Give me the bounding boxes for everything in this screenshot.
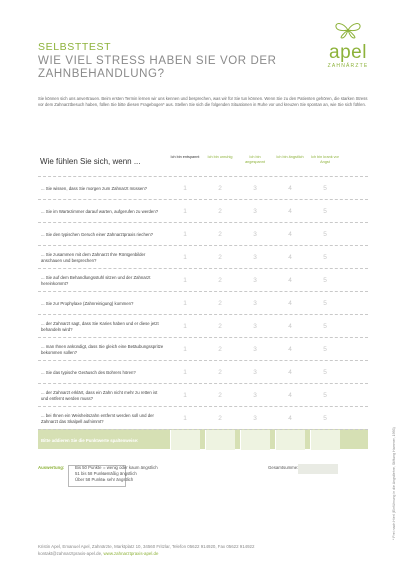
sum-label: Bitte addieren Sie die Punktwerte spaltenweise: [41,437,139,443]
rating-option-4[interactable]: 4 [288,346,292,353]
rating-option-4[interactable]: 4 [288,185,292,192]
question-text: ... der Zahnarzt sagt, dass Sie Karies haben und er diese jetzt behandeln wird? [41,320,159,332]
rating-option-4[interactable]: 4 [288,323,292,330]
question-text: ... Sie den typischen Geruch einer Zahnarztpraxis riechen? [41,231,154,237]
rating-option-5[interactable]: 5 [323,277,327,284]
question-text: ... der Zahnarzt erklärt, dass ein Zahn nicht mehr zu retten ist und entfernt werden muss? [41,389,158,401]
rating-option-4[interactable]: 4 [288,277,292,284]
rating-option-2[interactable]: 2 [218,415,222,422]
rating-option-2[interactable]: 2 [218,323,222,330]
question-text: ... Sie das typische Geräusch des Bohrers hören? [41,369,136,375]
evaluation-line [75,477,175,483]
rating-option-1[interactable]: 1 [183,231,187,238]
table-row [38,245,368,268]
sum-cell-3[interactable] [240,430,270,450]
rating-option-1[interactable]: 1 [183,277,187,284]
column-header-3: Ich bin angespannt [245,155,265,164]
rating-option-5[interactable]: 5 [323,231,327,238]
sum-cell-2[interactable] [205,430,235,450]
rating-option-3[interactable]: 3 [253,185,257,192]
table-row [38,383,368,406]
rating-option-1[interactable]: 1 [183,208,187,215]
rating-option-3[interactable]: 3 [253,392,257,399]
table-row [38,406,368,429]
evaluation-title: Auswertung: [38,465,65,470]
sum-row [38,429,368,449]
rating-option-5[interactable]: 5 [323,185,327,192]
column-header-5: Ich bin krank vor Angst [311,155,339,164]
rating-option-2[interactable]: 2 [218,300,222,307]
rating-option-1[interactable]: 1 [183,346,187,353]
sum-cell-1[interactable] [170,430,200,450]
evaluation-range: 51 bis 58 Punkte [75,471,108,476]
logo [320,20,376,69]
rating-option-2[interactable]: 2 [218,231,222,238]
footer-contact [38,550,254,557]
rating-option-2[interactable]: 2 [218,392,222,399]
total-label: Gesamtsumme: [268,465,299,470]
question-text: ... Sie im Wartezimmer darauf warten, aufgerufen zu werden? [41,208,159,214]
rating-option-4[interactable]: 4 [288,415,292,422]
evaluation-result: = mäßig ängstlich [103,471,137,476]
rating-option-3[interactable]: 3 [253,346,257,353]
evaluation-result: = wenig oder kaum ängstlich [103,465,158,470]
rating-option-1[interactable]: 1 [183,254,187,261]
rating-option-3[interactable]: 3 [253,323,257,330]
question-text: ... bei Ihnen ein Weisheitszahn entfernt werden soll und der Zahnarzt das Skalpell aufnimmt? [41,412,154,424]
rating-option-3[interactable]: 3 [253,231,257,238]
total-field[interactable] [298,464,338,474]
evaluation-range: Bis 50 Punkte [75,465,102,470]
rating-option-4[interactable]: 4 [288,208,292,215]
table-row [38,360,368,383]
rating-option-2[interactable]: 2 [218,369,222,376]
rating-option-3[interactable]: 3 [253,300,257,307]
butterfly-logo-icon [333,20,363,40]
sum-cell-5[interactable] [310,430,340,450]
rating-option-4[interactable]: 4 [288,300,292,307]
rating-option-3[interactable]: 3 [253,415,257,422]
footer-address: Kristin Apel, Emanuel Apel, Zahnärzte, Marktplatz 10, 34560 Fritzlar, Telefon 05622 914920, Fax 05622 914922 [38,544,255,549]
table-row [38,199,368,222]
side-note: * Frei nach Hierl (Einführung in die Angstlehre, Stiftung Hammer, 1993) [392,427,396,540]
rating-option-1[interactable]: 1 [183,392,187,399]
kicker: SELBSTTEST [38,41,112,53]
rating-option-1[interactable]: 1 [183,369,187,376]
question-text: ... Sie wissen, dass Sie morgen zum Zahnarzt müssen? [41,185,148,191]
rating-option-5[interactable]: 5 [323,300,327,307]
evaluation-result: = sehr ängstlich [103,477,134,482]
rating-option-5[interactable]: 5 [323,254,327,261]
question-header: Wie fühlen Sie sich, wenn ... [40,157,141,166]
table-row [38,314,368,337]
footer-website[interactable]: www.zahnarztpraxis-apel.de [103,551,159,556]
table-row [38,176,368,199]
column-header-4: Ich bin ängstlich [276,155,304,159]
question-text: ... Sie zusammen mit dem Zahnarzt Ihre Röntgenbilder anschauen und besprechen? [41,251,146,263]
sum-cell-4[interactable] [275,430,305,450]
evaluation-range: Über 58 Punkte [75,477,105,482]
rating-option-4[interactable]: 4 [288,392,292,399]
column-header-1: Ich bin entspannt [170,155,200,159]
rating-option-5[interactable]: 5 [323,346,327,353]
question-text: ... Sie auf dem Behandlungsstuhl sitzen und der Zahnarzt hereinkommt? [41,274,151,286]
rating-option-3[interactable]: 3 [253,369,257,376]
question-text: ... man Ihnen ankündigt, dass Sie gleich eine Betäubungsspritze bekommen sollen? [41,343,164,355]
rating-option-3[interactable]: 3 [253,208,257,215]
rating-option-5[interactable]: 5 [323,323,327,330]
questionnaire-table [38,150,368,449]
rating-option-5[interactable]: 5 [323,369,327,376]
table-row [38,222,368,245]
rating-option-4[interactable]: 4 [288,231,292,238]
rating-option-1[interactable]: 1 [183,415,187,422]
column-header-2: Ich bin unruhig [207,155,233,159]
table-header [38,150,368,176]
rating-option-1[interactable]: 1 [183,185,187,192]
logo-subtitle: ZAHNÄRZTE [327,63,369,69]
footer [38,543,254,557]
table-row [38,268,368,291]
rating-option-5[interactable]: 5 [323,208,327,215]
table-row [38,291,368,314]
rating-option-1[interactable]: 1 [183,323,187,330]
rating-option-5[interactable]: 5 [323,415,327,422]
rating-option-2[interactable]: 2 [218,254,222,261]
page-title: WIE VIEL STRESS HABEN SIE VOR DER ZAHNBEHANDLUNG? [38,55,277,80]
rating-option-3[interactable]: 3 [253,277,257,284]
rating-option-3[interactable]: 3 [253,254,257,261]
rating-option-1[interactable]: 1 [183,300,187,307]
rating-option-2[interactable]: 2 [218,208,222,215]
rating-option-2[interactable]: 2 [218,185,222,192]
rating-option-2[interactable]: 2 [218,277,222,284]
rating-option-4[interactable]: 4 [288,369,292,376]
footer-email[interactable]: kontakt@zahnarztpraxis-apel.de, [38,551,103,556]
table-row [38,337,368,360]
rating-option-4[interactable]: 4 [288,254,292,261]
intro-text: Sie können sich uns anvertrauen. Beim ersten Termin lernen wir uns kennen und besprechen, was wir für Sie tun können. Wenn Sie zu den Patienten gehören, die starken Stress vor dem Zahnarztbesuch haben, füllen Sie bitte diesen Fragebogen* aus. Stellen Sie sich die folgenden Situationen in Ruhe vor und kreuzen Sie spontan an, wie Sie sich fühlen. [38,96,368,108]
rating-option-2[interactable]: 2 [218,346,222,353]
rating-option-5[interactable]: 5 [323,392,327,399]
question-text: ... Sie zur Prophylaxe (Zahnreinigung) kommen? [41,300,134,306]
logo-brand: apel [329,42,367,63]
